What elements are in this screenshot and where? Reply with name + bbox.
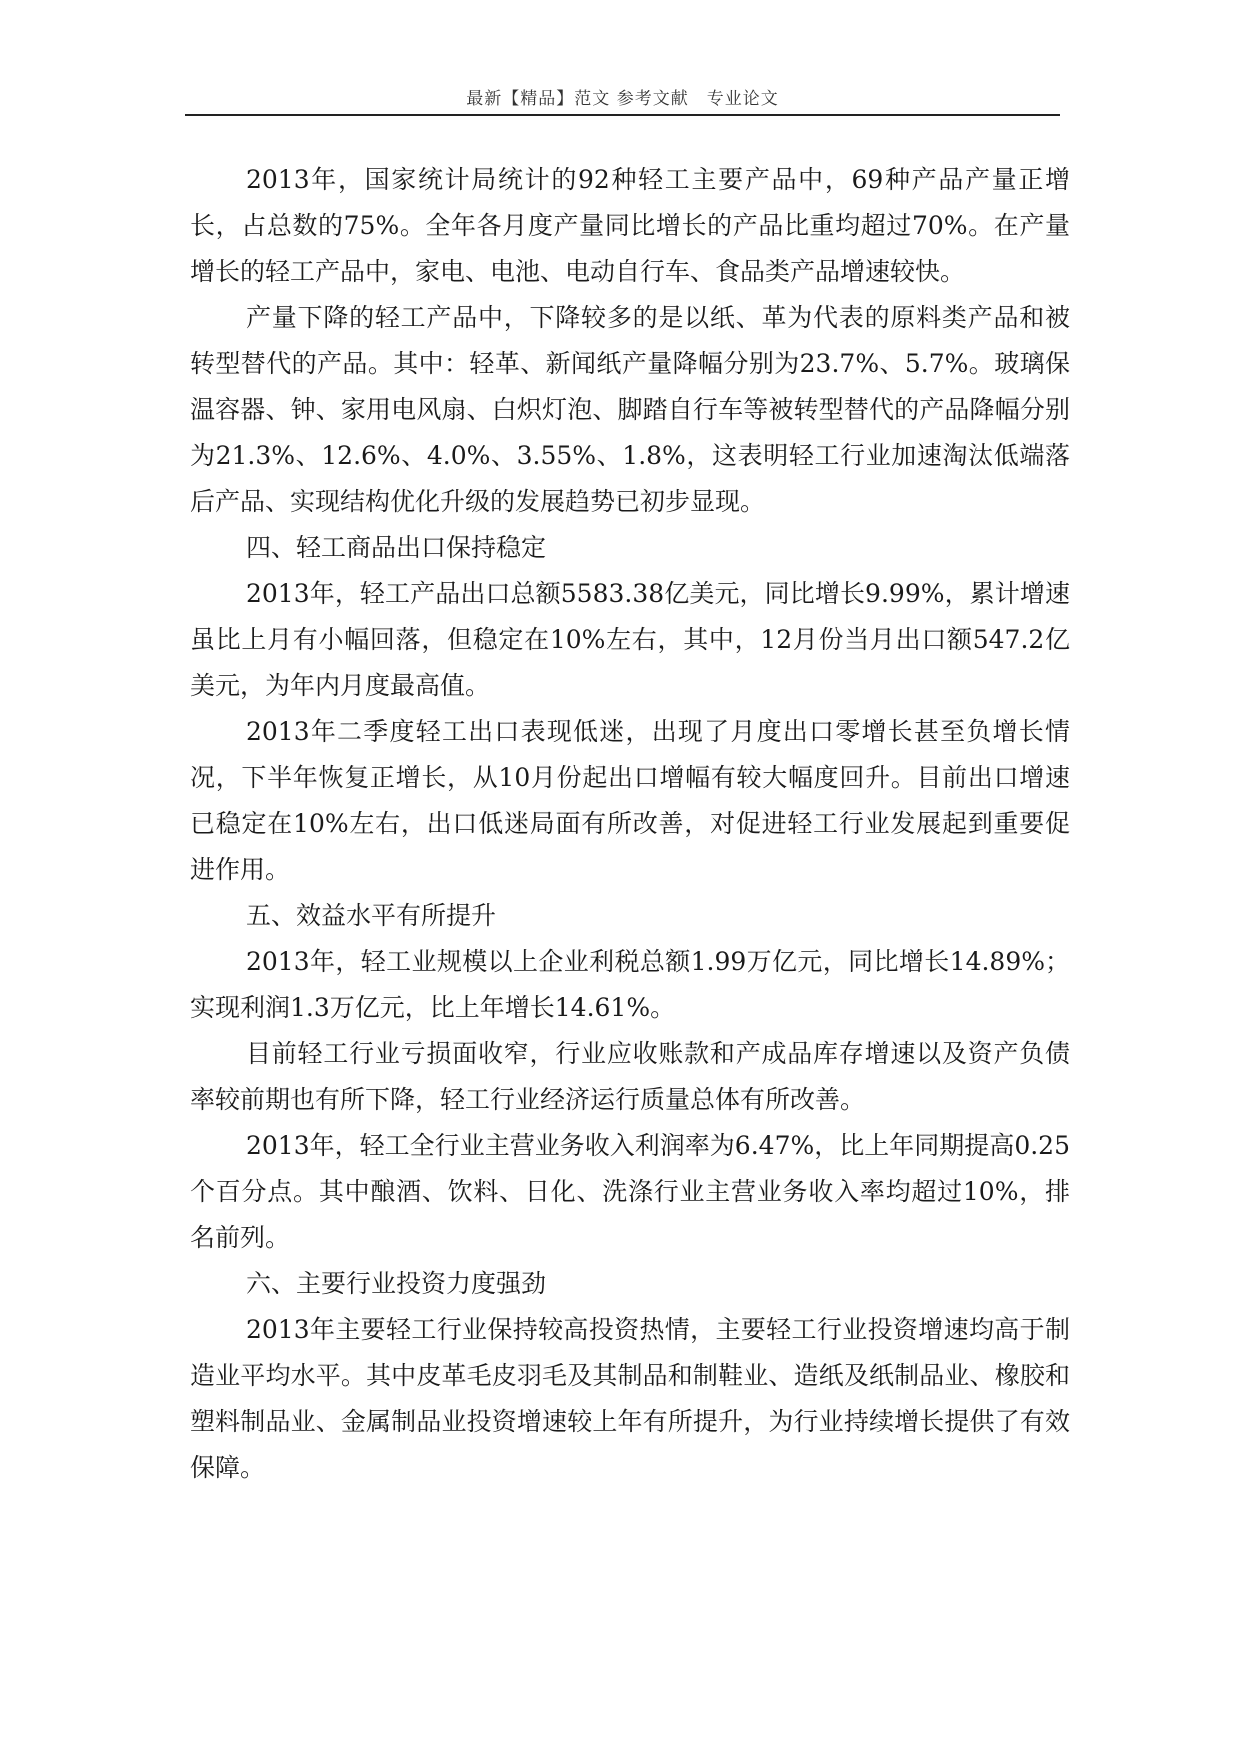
header-divider (185, 114, 1060, 116)
paragraph-product-output-growth: 2013年，国家统计局统计的92种轻工主要产品中，69种产品产量正增长，占总数的75%。全年各月度产量同比增长的产品比重均超过70%。在产量增长的轻工产品中，家电、电池、电动自行车、食品类产品增速较快。 (190, 165, 1070, 286)
section-heading-investment: 六、主要行业投资力度强劲 (246, 1269, 547, 1298)
paragraph-export-trend: 2013年二季度轻工出口表现低迷，出现了月度出口零增长甚至负增长情况，下半年恢复正增长，从10月份起出口增幅有较大幅度回升。目前出口增速已稳定在10%左右，出口低迷局面有所改善，对促进轻工行业发展起到重要促进作用。 (190, 717, 1070, 884)
document-body (190, 157, 1070, 1491)
section-heading-exports: 四、轻工商品出口保持稳定 (246, 533, 547, 562)
paragraph-profit-tax: 2013年，轻工业规模以上企业利税总额1.99万亿元，同比增长14.89%；实现利润1.3万亿元，比上年增长14.61%。 (190, 947, 1070, 1022)
paragraph-product-output-decline: 产量下降的轻工产品中，下降较多的是以纸、革为代表的原料类产品和被转型替代的产品。其中：轻革、新闻纸产量降幅分别为23.7%、5.7%。玻璃保温容器、钟、家用电风扇、白炽灯泡、脚踏自行车等被转型替代的产品降幅分别为21.3%、12.6%、4.0%、3.55%、1.8%，这表明轻工行业加速淘汰低端落后产品、实现结构优化升级的发展趋势已初步显现。 (190, 303, 1070, 516)
paragraph-loss-narrowing: 目前轻工行业亏损面收窄，行业应收账款和产成品库存增速以及资产负债率较前期也有所下降，轻工行业经济运行质量总体有所改善。 (190, 1039, 1070, 1114)
paragraph-profit-margin: 2013年，轻工全行业主营业务收入利润率为6.47%，比上年同期提高0.25个百分点。其中酿酒、饮料、日化、洗涤行业主营业务收入率均超过10%，排名前列。 (190, 1131, 1070, 1252)
paragraph-export-total: 2013年，轻工产品出口总额5583.38亿美元，同比增长9.99%，累计增速虽比上月有小幅回落，但稳定在10%左右，其中，12月份当月出口额547.2亿美元，为年内月度最高值。 (190, 579, 1070, 700)
section-heading-profitability: 五、效益水平有所提升 (246, 901, 497, 930)
page-header: 最新【精品】范文 参考文献 专业论文 (466, 89, 779, 109)
paragraph-investment: 2013年主要轻工行业保持较高投资热情，主要轻工行业投资增速均高于制造业平均水平。其中皮革毛皮羽毛及其制品和制鞋业、造纸及纸制品业、橡胶和塑料制品业、金属制品业投资增速较上年有所提升，为行业持续增长提供了有效保障。 (190, 1315, 1070, 1482)
